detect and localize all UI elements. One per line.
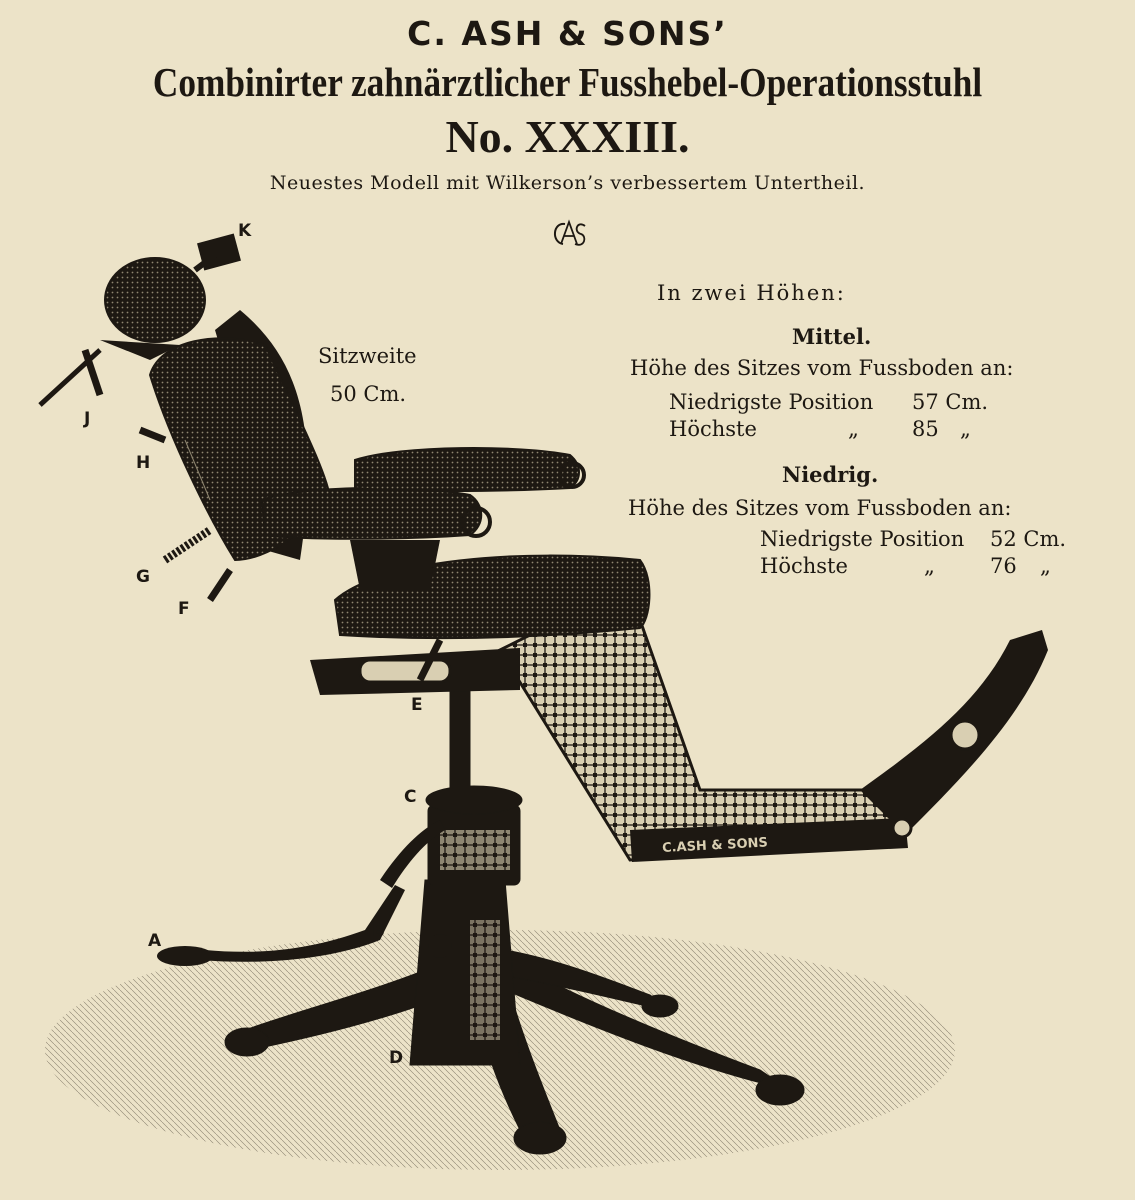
seat-width-value: 50 Cm. xyxy=(330,382,407,406)
part-label-j: J xyxy=(84,409,91,429)
niedrig-ditto-b: „ xyxy=(1040,554,1051,578)
knob-h xyxy=(140,430,165,440)
part-label-a: A xyxy=(148,931,162,951)
mittel-low-label: Niedrigste Position xyxy=(669,390,874,414)
part-label-h: H xyxy=(136,453,151,473)
wheel-d xyxy=(428,934,452,958)
part-label-d: D xyxy=(389,1048,404,1068)
mittel-high-label: Höchste xyxy=(669,417,757,441)
mittel-ditto-a: „ xyxy=(848,417,859,441)
subtitle: Neuestes Modell mit Wilkerson’s verbessertem Untertheil. xyxy=(269,172,866,194)
ratchet-g xyxy=(165,530,210,560)
seat-frame xyxy=(310,620,1048,862)
niedrig-low-value: 52 Cm. xyxy=(990,527,1067,551)
niedrig-low-label: Niedrigste Position xyxy=(760,527,965,551)
part-label-c: C xyxy=(404,787,417,807)
niedrig-ditto-a: „ xyxy=(924,554,935,578)
part-label-f: F xyxy=(178,599,190,619)
seat-width-label: Sitzweite xyxy=(318,344,417,368)
niedrig-desc: Höhe des Sitzes vom Fussboden an: xyxy=(628,496,1012,520)
maker-plate: C.ASH & SONS xyxy=(661,835,769,856)
mittel-heading: Mittel. xyxy=(792,324,872,349)
mittel-low-value: 57 Cm. xyxy=(912,390,989,414)
heights-intro: In zwei Höhen: xyxy=(657,281,846,305)
mittel-ditto-b: „ xyxy=(960,417,971,441)
niedrig-high-value: 76 xyxy=(990,554,1017,578)
model-number: No. XXXIII. xyxy=(445,111,690,162)
company-name: C. ASH & SONS’ xyxy=(407,14,728,53)
page-title: Combinirter zahnärztlicher Fusshebel-Operationsstuhl xyxy=(152,59,983,105)
part-label-k: K xyxy=(238,221,252,241)
part-label-g: G xyxy=(136,567,150,587)
lever-f xyxy=(210,570,230,600)
part-label-e: E xyxy=(411,695,423,715)
niedrig-high-label: Höchste xyxy=(760,554,848,578)
mittel-desc: Höhe des Sitzes vom Fussboden an: xyxy=(630,356,1014,380)
mittel-high-value: 85 xyxy=(912,417,939,441)
part-label-b: B xyxy=(372,921,385,941)
niedrig-heading: Niedrig. xyxy=(782,462,879,487)
